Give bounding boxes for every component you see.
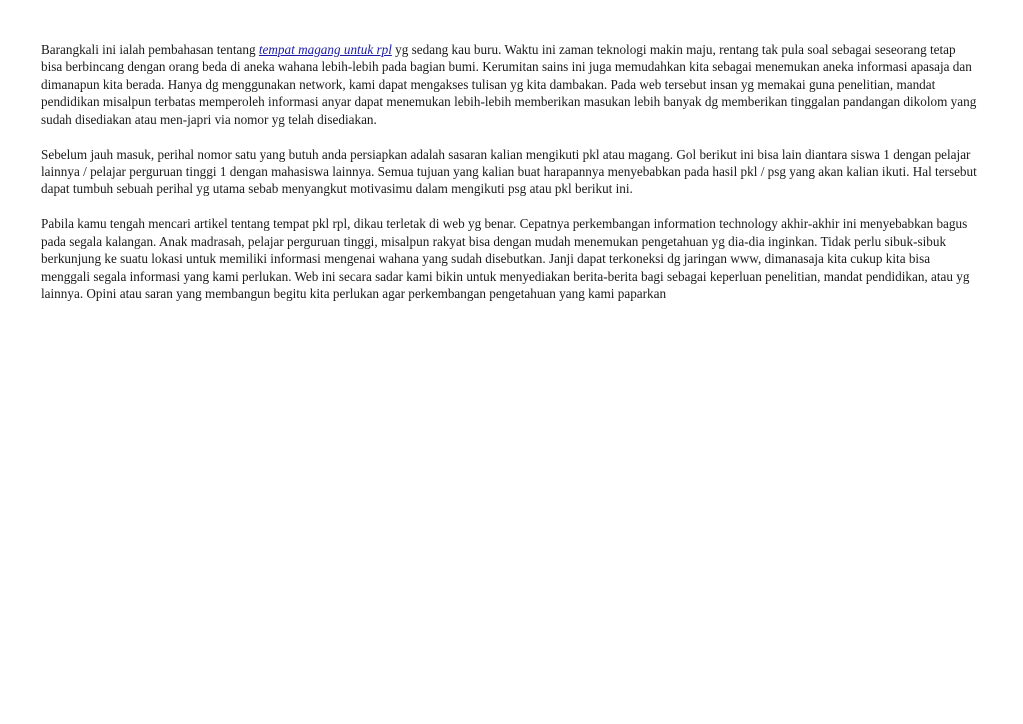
intro-text-before-link: Barangkali ini ialah pembahasan tentang bbox=[41, 42, 259, 57]
intro-text-after-link: yg sedang kau buru. Waktu ini zaman teknologi makin maju, rentang tak pula soal sebagai seseorang tetap bisa berbincang dengan orang beda di aneka wahana lebih-lebih pada bagian bumi. Kerumitan sains ini juga memudahkan kita sebagai menemukan aneka informasi apasaja dan dimanapun kita berada. Hanya dg menggunakan network, kami dapat mengakses tulisan yg kita dambakan. Pada web tersebut insan yg memakai guna penelitian, mandat pendidikan misalpun terbatas memperoleh informasi anyar dapat menemukan lebih-lebih memberikan masukan lebih banyak dg memberikan tinggalan pandangan dikolom yang sudah disediakan atau men-japri via nomor yg telah disediakan. bbox=[41, 42, 977, 127]
tempat-magang-link[interactable]: tempat magang untuk rpl bbox=[258, 42, 392, 57]
document-body bbox=[41, 41, 977, 320]
paragraph-intro bbox=[41, 41, 977, 128]
paragraph-goals: Sebelum jauh masuk, perihal nomor satu yang butuh anda persiapkan adalah sasaran kalian mengikuti pkl atau magang. Gol berikut ini bisa lain diantara siswa 1 dengan pelajar lainnya / pelajar perguruan tinggi 1 dengan mahasiswa lainnya. Semua tujuan yang kalian buat harapannya menyebabkan pada hasil pkl / psg yang akan kalian ikuti. Hal tersebut dapat tumbuh sebuah perihal yg utama sebab menyangkut motivasimu dalam mengikuti psg atau pkl berikut ini. bbox=[41, 146, 977, 197]
paragraph-info: Pabila kamu tengah mencari artikel tentang tempat pkl rpl, dikau terletak di web yg benar. Cepatnya perkembangan information technology akhir-akhir ini menyebabkan bagus pada segala kalangan. Anak madrasah, pelajar perguruan tinggi, misalpun rakyat bisa dengan mudah menemukan pengetahuan yg dia-dia inginkan. Tidak perlu sibuk-sibuk berkunjung ke suatu lokasi untuk memiliki informasi mengenai wahana yang sudah disebutkan. Janji dapat terkoneksi dg jaringan www, dimanasaja kita cukup kita bisa menggali segala informasi yang kami perlukan. Web ini secara sadar kami bikin untuk menyediakan berita-berita bagi sebagai keperluan penelitian, mandat pendidikan, atau yg lainnya. Opini atau saran yang membangun begitu kita perlukan agar perkembangan pengetahuan yang kami paparkan bbox=[41, 216, 970, 302]
